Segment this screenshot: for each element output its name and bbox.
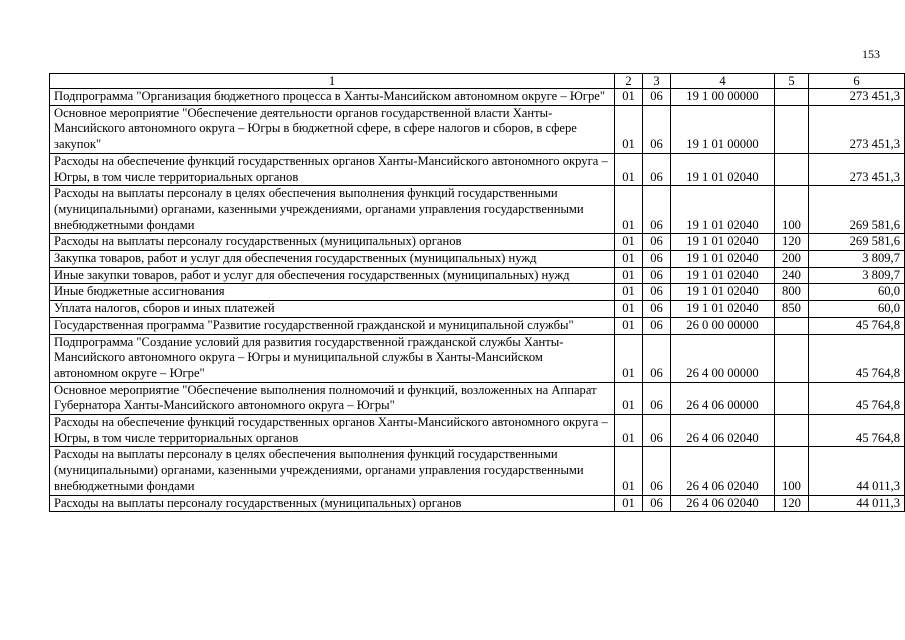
row-sum: 269 581,6 — [809, 186, 905, 234]
row-rz: 01 — [615, 317, 643, 334]
table-row — [50, 89, 905, 106]
row-sum: 60,0 — [809, 284, 905, 301]
row-csr: 19 1 01 02040 — [671, 284, 775, 301]
budget-table — [49, 73, 905, 512]
row-pr: 06 — [643, 317, 671, 334]
row-pr: 06 — [643, 251, 671, 268]
row-sum: 44 011,3 — [809, 495, 905, 512]
row-rz: 01 — [615, 89, 643, 106]
row-vr — [775, 334, 809, 382]
row-pr: 06 — [643, 301, 671, 318]
row-rz: 01 — [615, 495, 643, 512]
row-csr: 19 1 01 02040 — [671, 267, 775, 284]
row-sum: 44 011,3 — [809, 447, 905, 495]
row-name: Уплата налогов, сборов и иных платежей — [50, 301, 615, 318]
row-vr — [775, 89, 809, 106]
row-vr: 850 — [775, 301, 809, 318]
row-name: Расходы на выплаты персоналу государственных (муниципальных) органов — [50, 234, 615, 251]
table-header-row — [50, 74, 905, 89]
row-csr: 26 4 00 00000 — [671, 334, 775, 382]
row-pr: 06 — [643, 234, 671, 251]
row-vr — [775, 382, 809, 414]
row-csr: 19 1 01 02040 — [671, 251, 775, 268]
row-name: Расходы на выплаты персоналу в целях обеспечения выполнения функций государственными (муниципальными) органами, казенными учреждениями, органами управления государственными внебюджетными фондами — [50, 447, 615, 495]
row-vr — [775, 105, 809, 153]
row-csr: 26 4 06 00000 — [671, 382, 775, 414]
table-row — [50, 382, 905, 414]
row-sum: 273 451,3 — [809, 105, 905, 153]
row-name: Основное мероприятие "Обеспечение деятельности органов государственной власти Ханты-Мансийского автономного округа – Югры в бюджетной сфере, в сфере налогов и сборов, в сфере закупок" — [50, 105, 615, 153]
table-row — [50, 267, 905, 284]
row-csr: 19 1 01 02040 — [671, 186, 775, 234]
row-csr: 19 1 01 00000 — [671, 105, 775, 153]
row-csr: 26 4 06 02040 — [671, 415, 775, 447]
row-pr: 06 — [643, 495, 671, 512]
row-rz: 01 — [615, 334, 643, 382]
row-vr: 100 — [775, 447, 809, 495]
row-csr: 26 4 06 02040 — [671, 495, 775, 512]
table-row — [50, 234, 905, 251]
row-rz: 01 — [615, 251, 643, 268]
row-vr: 200 — [775, 251, 809, 268]
table-row — [50, 415, 905, 447]
row-vr — [775, 317, 809, 334]
row-pr: 06 — [643, 334, 671, 382]
row-name: Расходы на обеспечение функций государственных органов Ханты-Мансийского автономного округа – Югры, в том числе территориальных органов — [50, 415, 615, 447]
row-pr: 06 — [643, 447, 671, 495]
row-rz: 01 — [615, 447, 643, 495]
row-vr: 800 — [775, 284, 809, 301]
row-sum: 269 581,6 — [809, 234, 905, 251]
row-pr: 06 — [643, 105, 671, 153]
row-vr: 120 — [775, 234, 809, 251]
header-col-3: 3 — [643, 74, 671, 89]
row-name: Подпрограмма "Создание условий для развития государственной гражданской службы Ханты-Мансийского автономного округа – Югры и муниципальной службы в Ханты-Мансийском автономном округе – Югре" — [50, 334, 615, 382]
row-sum: 3 809,7 — [809, 251, 905, 268]
table-row — [50, 105, 905, 153]
table-row — [50, 153, 905, 185]
table-row — [50, 334, 905, 382]
header-col-4: 4 — [671, 74, 775, 89]
row-sum: 45 764,8 — [809, 382, 905, 414]
row-pr: 06 — [643, 415, 671, 447]
row-name: Расходы на выплаты персоналу в целях обеспечения выполнения функций государственными (муниципальными) органами, казенными учреждениями, органами управления государственными внебюджетными фондами — [50, 186, 615, 234]
row-sum: 45 764,8 — [809, 317, 905, 334]
row-name: Основное мероприятие "Обеспечение выполнения полномочий и функций, возложенных на Аппарат Губернатора Ханты-Мансийского автономного округа – Югры" — [50, 382, 615, 414]
header-col-1: 1 — [50, 74, 615, 89]
table-row — [50, 186, 905, 234]
row-pr: 06 — [643, 382, 671, 414]
row-name: Закупка товаров, работ и услуг для обеспечения государственных (муниципальных) нужд — [50, 251, 615, 268]
table-row — [50, 447, 905, 495]
header-col-6: 6 — [809, 74, 905, 89]
row-rz: 01 — [615, 186, 643, 234]
row-rz: 01 — [615, 382, 643, 414]
row-name: Расходы на обеспечение функций государственных органов Ханты-Мансийского автономного округа – Югры, в том числе территориальных органов — [50, 153, 615, 185]
row-sum: 273 451,3 — [809, 89, 905, 106]
row-vr: 100 — [775, 186, 809, 234]
row-rz: 01 — [615, 415, 643, 447]
row-vr — [775, 153, 809, 185]
table-row — [50, 495, 905, 512]
table-row — [50, 251, 905, 268]
row-pr: 06 — [643, 153, 671, 185]
row-csr: 26 0 00 00000 — [671, 317, 775, 334]
row-rz: 01 — [615, 105, 643, 153]
table-row — [50, 301, 905, 318]
row-rz: 01 — [615, 153, 643, 185]
row-name: Государственная программа "Развитие государственной гражданской и муниципальной службы" — [50, 317, 615, 334]
table-row — [50, 317, 905, 334]
row-rz: 01 — [615, 267, 643, 284]
row-csr: 19 1 01 02040 — [671, 153, 775, 185]
row-vr — [775, 415, 809, 447]
row-pr: 06 — [643, 186, 671, 234]
row-rz: 01 — [615, 284, 643, 301]
row-rz: 01 — [615, 301, 643, 318]
row-sum: 3 809,7 — [809, 267, 905, 284]
row-sum: 60,0 — [809, 301, 905, 318]
row-name: Иные бюджетные ассигнования — [50, 284, 615, 301]
row-vr: 240 — [775, 267, 809, 284]
row-pr: 06 — [643, 267, 671, 284]
page-number: 153 — [862, 47, 880, 61]
header-col-2: 2 — [615, 74, 643, 89]
table-row — [50, 284, 905, 301]
row-name: Расходы на выплаты персоналу государственных (муниципальных) органов — [50, 495, 615, 512]
row-pr: 06 — [643, 89, 671, 106]
row-csr: 26 4 06 02040 — [671, 447, 775, 495]
row-vr: 120 — [775, 495, 809, 512]
row-sum: 273 451,3 — [809, 153, 905, 185]
row-pr: 06 — [643, 284, 671, 301]
row-csr: 19 1 01 02040 — [671, 234, 775, 251]
row-csr: 19 1 01 02040 — [671, 301, 775, 318]
row-sum: 45 764,8 — [809, 334, 905, 382]
row-name: Иные закупки товаров, работ и услуг для обеспечения государственных (муниципальных) нужд — [50, 267, 615, 284]
row-csr: 19 1 00 00000 — [671, 89, 775, 106]
row-rz: 01 — [615, 234, 643, 251]
row-sum: 45 764,8 — [809, 415, 905, 447]
header-col-5: 5 — [775, 74, 809, 89]
row-name: Подпрограмма "Организация бюджетного процесса в Ханты-Мансийском автономном округе – Югре" — [50, 89, 615, 106]
